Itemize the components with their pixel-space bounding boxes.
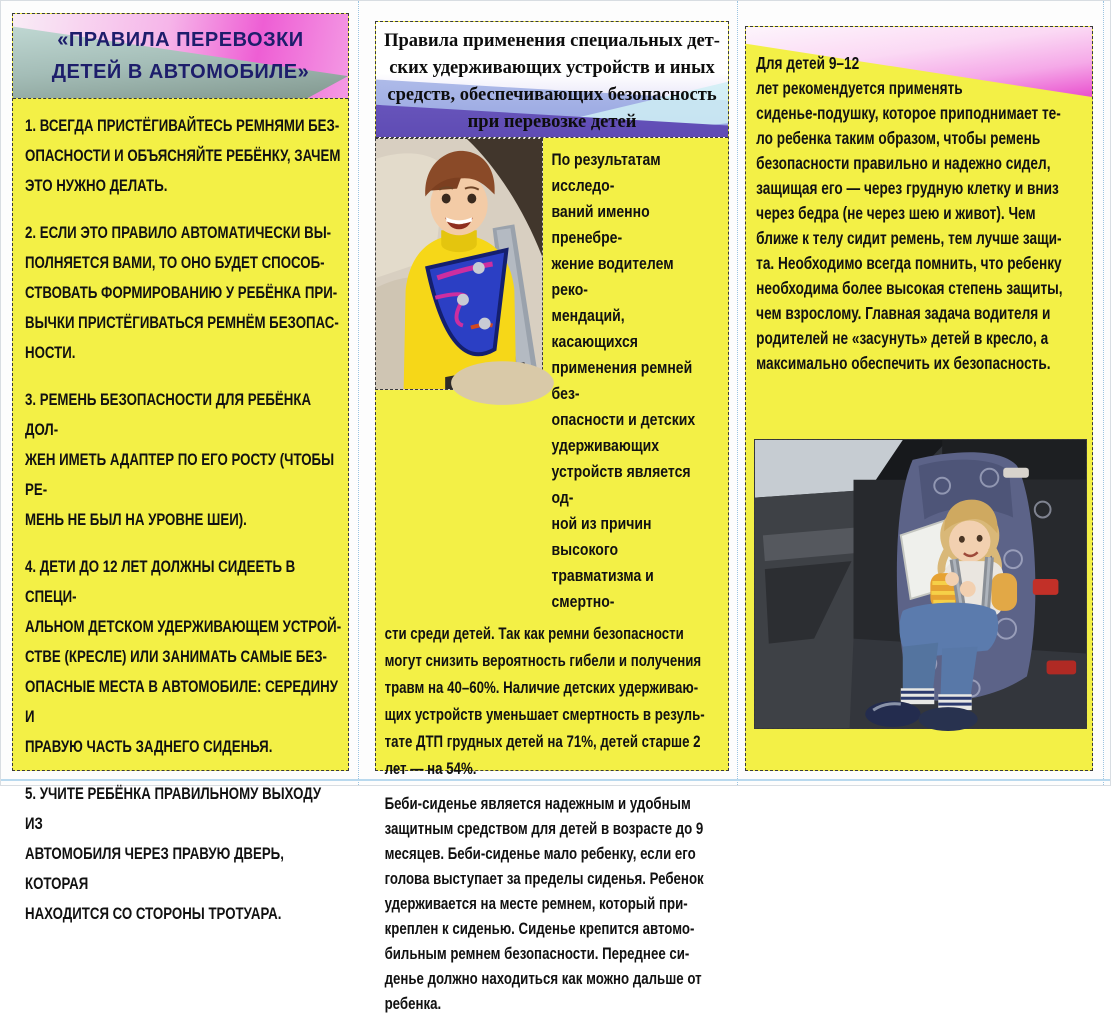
fold-line-right bbox=[737, 1, 738, 785]
middle-panel-intro-text: По результатам исследо- ваний именно пренебре- жение водителем реко- мендаций, касающихся применения ремней без- опасности и детских удерживающих устройств является од- ной из причин высокого травматизма и смертно- bbox=[551, 151, 696, 611]
photo-boy-illustration bbox=[376, 139, 542, 389]
right-panel-text: Для детей 9–12 лет рекомендуется применять сиденье-подушку, которое приподнимает те- ло ребенка таким образом, чтобы ремень безопасности правильно и надежно сидел, защищая его — через грудную клетку и вниз через бедра (не через шею и живот). Чем ближе к телу сидит ремень, тем лучше защи- та. Необходимо всегда помнить, что ребенку необходима более высокая степень защиты, чем взрослому. Главная задача водителя и родителей не «засунуть» детей в кресло, а максимально обеспечить их безопасность. bbox=[756, 53, 1063, 373]
photo-child-in-car-seat bbox=[754, 439, 1087, 729]
middle-panel-baby-seat-text: Беби-сиденье является надежным и удобным защитным средством для детей в возрасте до 9 месяцев. Беби-сиденье мало ребенку, если его голова выступает за пределы сиденья. Ребенок удерживается на месте ремнем, который при- креплен к сиденью. Сиденье крепится автомо- бильным ремнем безопасности. Переднее си- денье должно находиться как можно дальше от ребенка. bbox=[384, 794, 704, 1013]
middle-panel-header bbox=[376, 22, 728, 138]
rule-item-2: 2. ЕСЛИ ЭТО ПРАВИЛО АВТОМАТИЧЕСКИ ВЫ- ПОЛНЯЕТСЯ ВАМИ, ТО ОНО БУДЕТ СПОСОБ- СТВОВАТЬ ФОРМИРОВАНИЮ У РЕБЁНКА ПРИ- ВЫЧКИ ПРИСТЁГИВАТЬСЯ РЕМНЁМ БЕЗОПАС- НОСТИ. bbox=[25, 223, 339, 362]
middle-panel-statistics-text: сти среди детей. Так как ремни безопасности могут снизить вероятность гибели и получения травм на 40–60%. Наличие детских удерживаю- щих устройств уменьшает смертность в резуль- тате ДТП грудных детей на 71%, детей старше 2 лет — на 54%. bbox=[384, 624, 705, 778]
left-panel-header bbox=[13, 14, 348, 99]
photo-and-text-row bbox=[376, 138, 728, 615]
rule-item-4: 4. ДЕТИ ДО 12 ЛЕТ ДОЛЖНЫ СИДЕЕТЬ В СПЕЦИ- АЛЬНОМ ДЕТСКОМ УДЕРЖИВАЮЩЕМ УСТРОЙ- СТВЕ (КРЕСЛЕ) ИЛИ ЗАНИМАТЬ САМЫЕ БЕЗ- ОПАСНЫЕ МЕСТА В АВТОМОБИЛЕ: СЕРЕДИНУ И ПРАВУЮ ЧАСТЬ ЗАДНЕГО СИДЕНЬЯ. bbox=[25, 557, 342, 756]
photo-child-with-belt-adapter bbox=[375, 138, 543, 390]
bottom-guide-line bbox=[1, 779, 1110, 781]
rule-item-5: 5. УЧИТЕ РЕБЁНКА ПРАВИЛЬНОМУ ВЫХОДУ ИЗ АВТОМОБИЛЯ ЧЕРЕЗ ПРАВУЮ ДВЕРЬ, КОТОРАЯ НАХОДИТСЯ СО СТОРОНЫ ТРОТУАРА. bbox=[25, 784, 322, 923]
middle-panel-title: Правила применения специальных дет- ских удерживающих устройств и иных средств, обеспечивающих безопасность при перевозке детей bbox=[384, 31, 720, 132]
photo-carseat-illustration bbox=[755, 440, 1086, 728]
panel-restraint-devices bbox=[375, 21, 729, 1013]
panel-transport-rules bbox=[12, 13, 349, 923]
page-edge-line bbox=[1103, 1, 1104, 785]
rule-item-3: 3. РЕМЕНЬ БЕЗОПАСНОСТИ ДЛЯ РЕБЁНКА ДОЛ- ЖЕН ИМЕТЬ АДАПТЕР ПО ЕГО РОСТУ (ЧТОБЫ РЕ- МЕНЬ НЕ БЫЛ НА УРОВНЕ ШЕИ). bbox=[25, 390, 335, 529]
fold-line-left bbox=[358, 1, 359, 785]
rule-item-1: 1. ВСЕГДА ПРИСТЁГИВАЙТЕСЬ РЕМНЯМИ БЕЗ- ОПАСНОСТИ И ОБЪЯСНЯЙТЕ РЕБЁНКУ, ЗАЧЕМ ЭТО НУЖНО ДЕЛАТЬ. bbox=[25, 116, 341, 195]
panel-booster-seat bbox=[745, 26, 1093, 771]
brochure-title: «ПРАВИЛА ПЕРЕВОЗКИ ДЕТЕЙ В АВТОМОБИЛЕ» bbox=[51, 29, 310, 83]
rules-list bbox=[13, 99, 348, 929]
